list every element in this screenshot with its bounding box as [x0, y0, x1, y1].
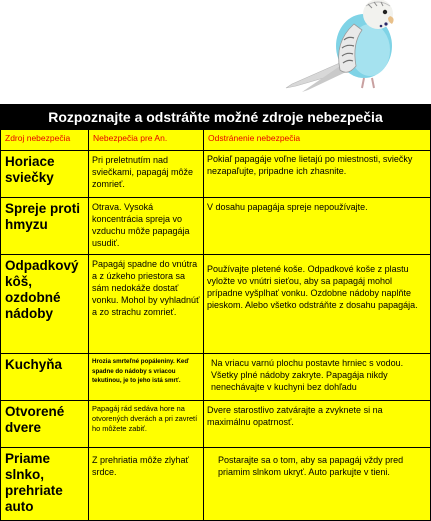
row-danger: Papagáj spadne do vnútra a z úzkeho priestora sa sám nedokáže dostať vonku. Mohol by vyhladnúť a zo strachu zomrieť.	[88, 255, 203, 353]
row-danger: Otrava. Vysoká koncentrácia spreja vo vzduchu môže papagája usudiť.	[88, 198, 203, 254]
row-source: Spreje proti hmyzu	[5, 201, 81, 232]
row-source: Otvorené dvere	[5, 404, 65, 435]
row-removal: V dosahu papagája spreje nepoužívajte.	[203, 198, 430, 254]
table-row	[1, 197, 430, 254]
row-removal: Pokiaľ papagáje voľne lietajú po miestnosti, sviečky nezapaľujte, pripadne ich zhasnite.	[203, 151, 430, 197]
row-danger: Papagáj rád sedáva hore na otvorených dverách a pri zavretí ho môžete zabiť.	[88, 401, 203, 447]
row-source: Priame slnko, prehriate auto	[5, 451, 63, 514]
header-danger: Nebezpečia pre An.	[88, 130, 203, 150]
row-source: Horiace sviečky	[5, 154, 55, 185]
table-row	[1, 254, 430, 353]
row-removal: Na vriacu varnú plochu postavte hrniec s vodou. Všetky plné nádoby zakryte. Papagája nikdy nenechávajte v kuchyni bez dohľadu	[203, 354, 430, 400]
row-source: Kuchyňa	[5, 357, 63, 372]
header-source: Zdroj nebezpečia	[5, 133, 71, 143]
table-row	[1, 400, 430, 447]
row-removal: Používajte pletené koše. Odpadkové koše z plastu vyložte vo vnútri sieťou, aby sa papagáj mohol prípadne vyšplhať vonku. Ozdobne nádoby naplňte pieskom. Alebo všetko odstráňte z dosahu papagája.	[203, 255, 430, 353]
table-row	[1, 353, 430, 400]
row-danger: Z prehriatia môže zlyhať srdce.	[88, 448, 203, 520]
row-danger: Hrozia smrteľné popáleniny. Keď spadne do nádoby s vriacou tekutinou, je to jeho istá smrť.	[88, 354, 203, 400]
header-removal: Odstránenie nebezpečia	[203, 130, 430, 150]
hazard-table	[0, 104, 431, 521]
table-row	[1, 447, 430, 520]
budgerigar-image	[282, 0, 431, 102]
row-source: Odpadkový kôš, ozdobné nádoby	[5, 258, 79, 321]
row-removal: Postarajte sa o tom, aby sa papagáj vždy pred priamim slnkom ukryť. Auto parkujte v tieni.	[203, 448, 430, 520]
table-header-row	[1, 129, 430, 150]
row-danger: Pri preletnutím nad sviečkami, papagáj môže zomrieť.	[88, 151, 203, 197]
table-row	[1, 150, 430, 197]
table-title: Rozpoznajte a odstráňte možné zdroje nebezpečia	[1, 105, 430, 129]
row-removal: Dvere starostlivo zatvárajte a zvyknete si na maximálnu opatrnosť.	[203, 401, 430, 447]
